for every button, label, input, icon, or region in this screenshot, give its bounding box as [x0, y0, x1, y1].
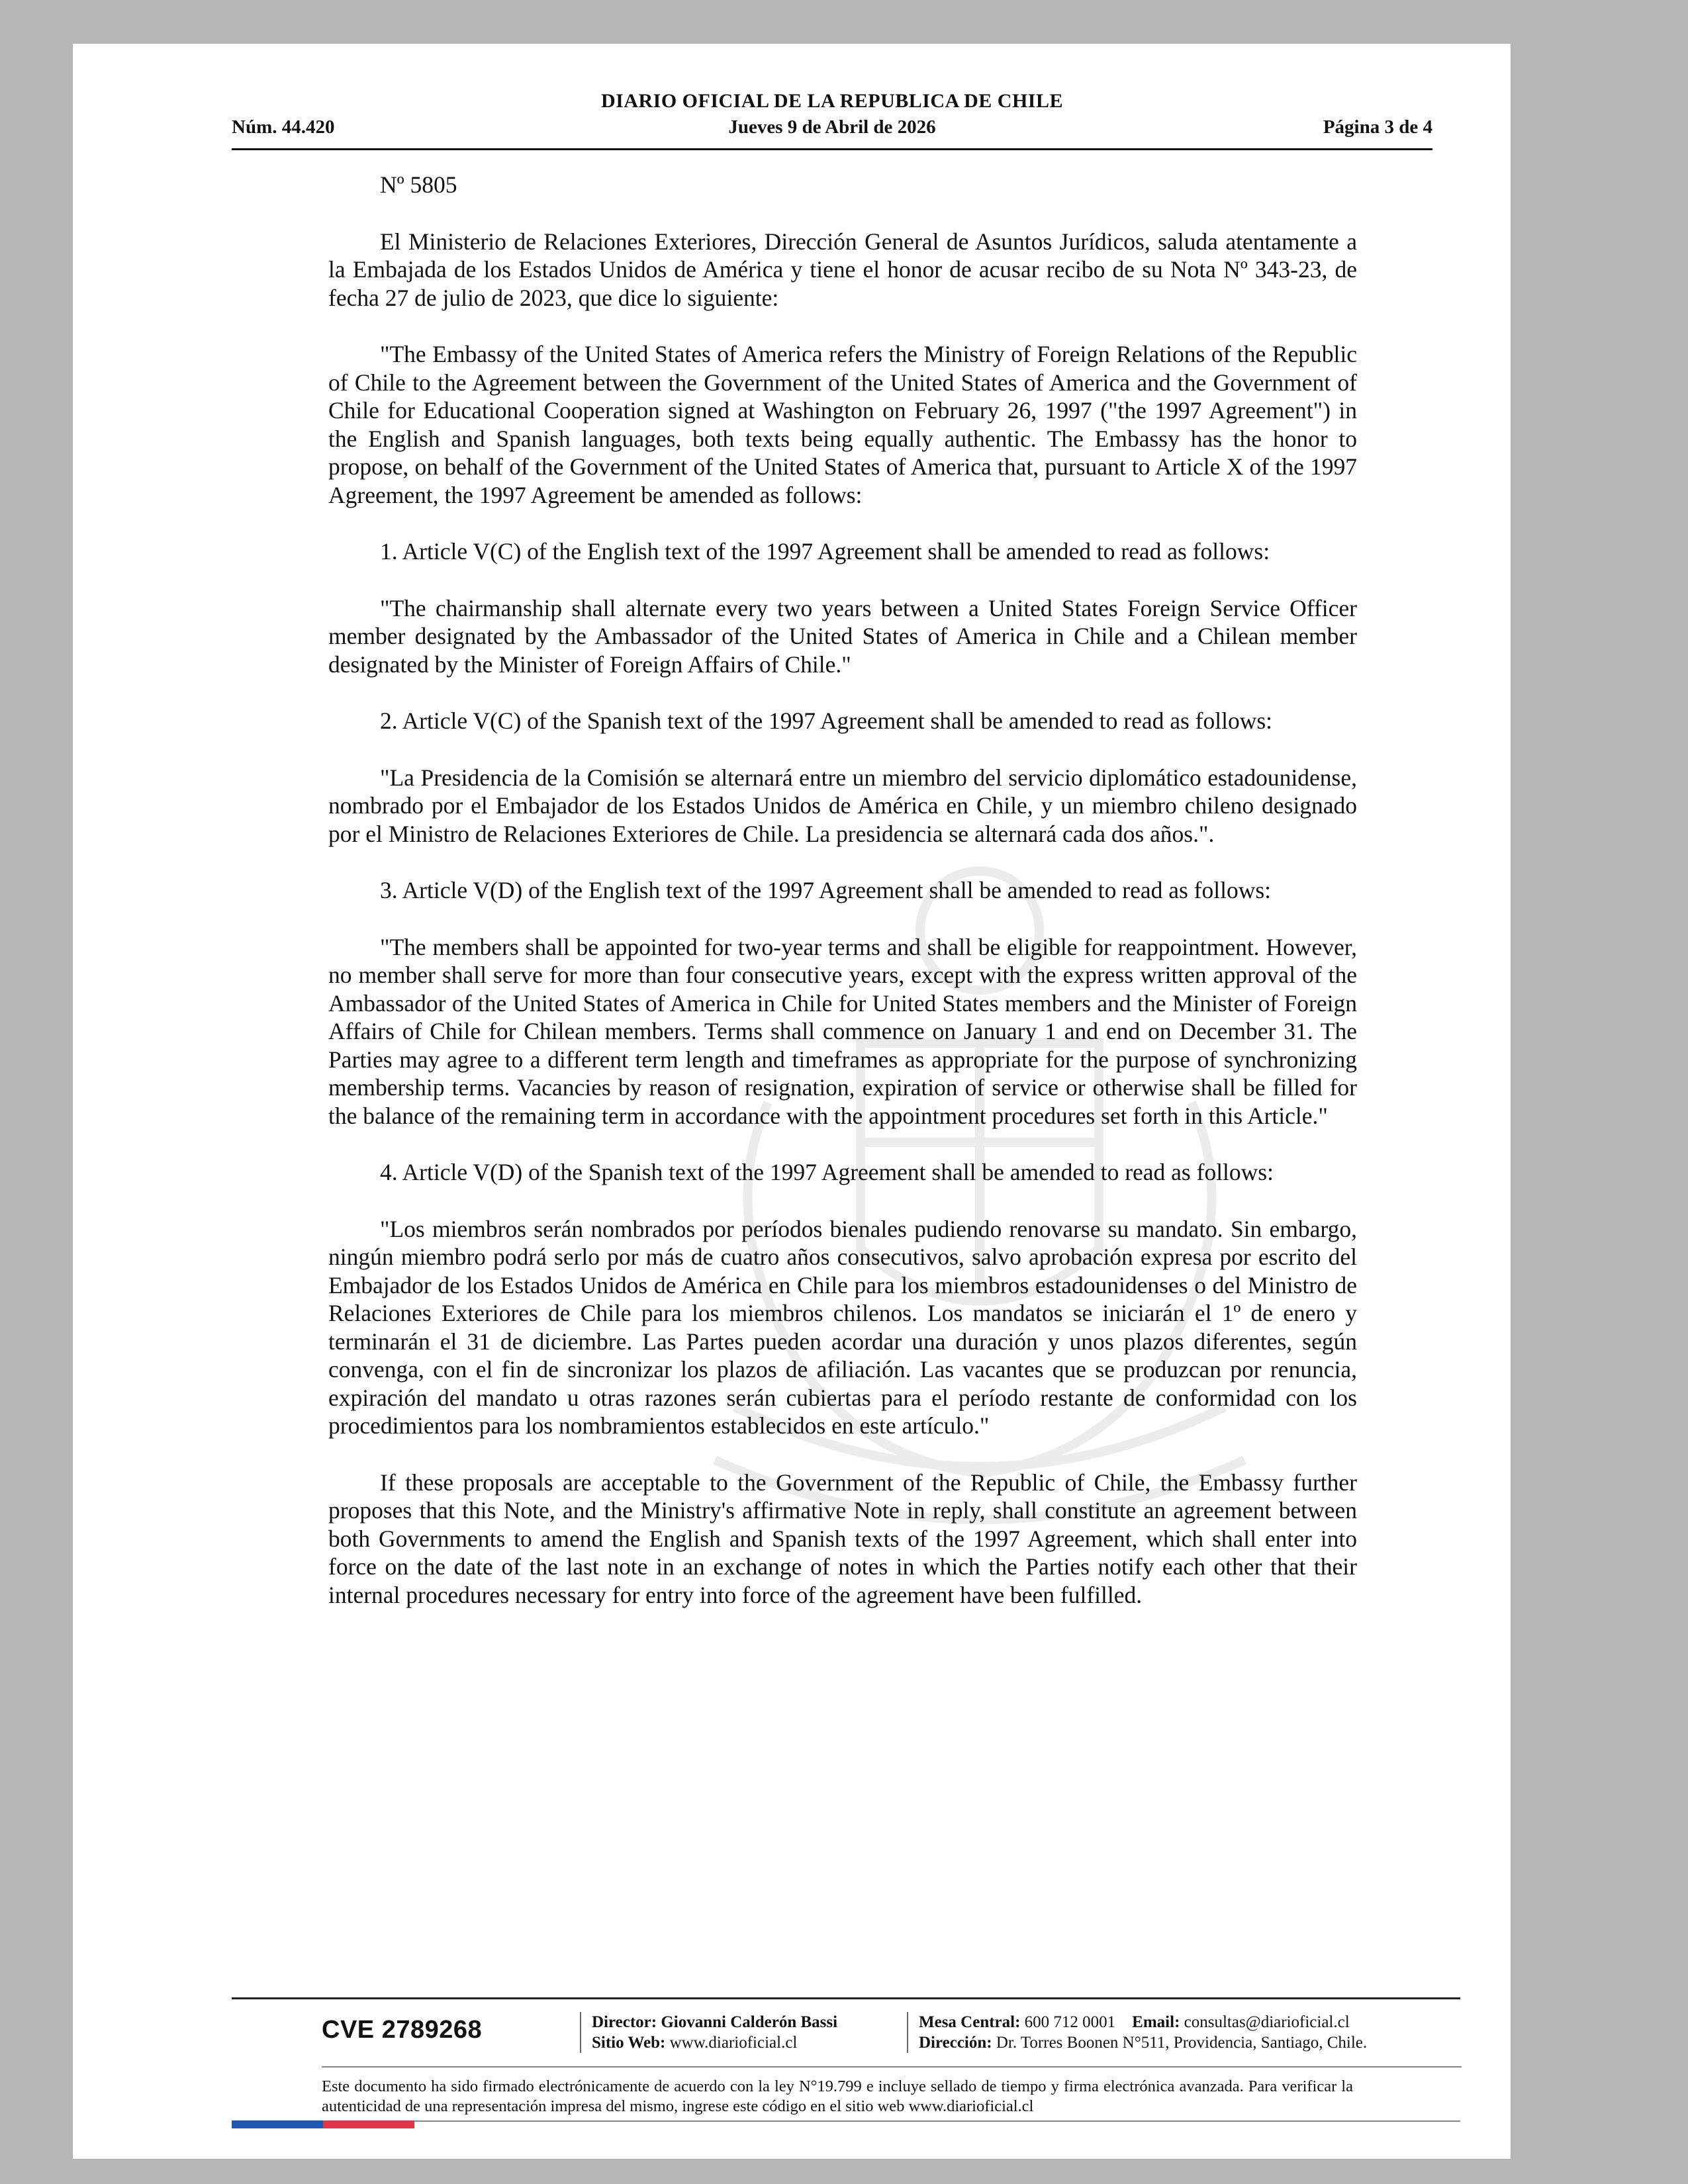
page-header — [232, 86, 1432, 184]
issue-date: Jueves 9 de Abril de 2026 — [728, 116, 936, 138]
website-link[interactable]: www.diarioficial.cl — [669, 2034, 798, 2052]
header-divider — [232, 148, 1432, 150]
footer-divider — [232, 1997, 1460, 1999]
footer-contact-block — [919, 2012, 1367, 2053]
document-page — [73, 44, 1511, 2159]
paragraph: "The chairmanship shall alternate every two years between a United States Foreign Service Officer member designated by the Ambassador of the United States of America in Chile and a Chilean member designated by the Minister of Foreign Affairs of Chile." — [328, 594, 1357, 678]
document-body — [328, 171, 1357, 1609]
paragraph: 3. Article V(D) of the English text of the 1997 Agreement shall be amended to read as follows: — [380, 877, 1272, 903]
cve-code: CVE 2789268 — [322, 2016, 483, 2044]
address-label: Dirección: — [919, 2034, 992, 2052]
paragraph: "Los miembros serán nombrados por períodos bienales pudiendo renovarse su mandato. Sin embargo, ningún miembro podrá serlo por más de cuatro años consecutivos, salvo aprobación expresa por escrito del Embajador de los Estados Unidos de América en Chile para los miembros estadounidenses o del Ministro de Relaciones Exteriores de Chile para los miembros chilenos. Los mandatos se iniciarán el 1º de enero y terminarán el 31 de diciembre. Las Partes pueden acordar una duración y unos plazos diferentes, según convenga, con el fin de sincronizar los plazos de afiliación. Las vacantes que se produzcan por renuncia, expiración del mandato u otras razones serán cubiertas para el período restante de conformidad con los procedimientos para los nombramientos establecidos en este artículo." — [328, 1215, 1357, 1439]
email-label: Email: — [1132, 2013, 1180, 2031]
paragraph: "The Embassy of the United States of America refers the Ministry of Foreign Relations of the Republic of Chile to the Agreement between the Government of the United States of America and the Government of Chile for Educational Cooperation signed at Washington on February 26, 1997 ("the 1997 Agreement") in the English and Spanish languages, both texts being equally authentic. The Embassy has the honor to propose, on behalf of the Government of the United States of America that, pursuant to Article X of the 1997 Agreement, the 1997 Agreement be amended as follows: — [328, 341, 1357, 508]
paragraph: 1. Article V(C) of the English text of the 1997 Agreement shall be amended to read as follows: — [380, 538, 1270, 565]
flag-bar — [232, 2120, 1460, 2128]
footer-director-block — [592, 2012, 837, 2053]
director-label: Director: — [592, 2013, 657, 2031]
footer-separator — [907, 2012, 908, 2053]
mesa-label: Mesa Central: — [919, 2013, 1021, 2031]
paragraph: 2. Article V(C) of the Spanish text of the 1997 Agreement shall be amended to read as follows: — [380, 707, 1273, 734]
footer-bottom-rule — [414, 2120, 1460, 2122]
paragraph: 4. Article V(D) of the Spanish text of the 1997 Agreement shall be amended to read as follows: — [380, 1159, 1274, 1185]
footer-separator — [580, 2012, 581, 2053]
website-label: Sitio Web: — [592, 2034, 666, 2052]
page-indicator: Página 3 de 4 — [1323, 116, 1432, 138]
paragraph: If these proposals are acceptable to the Government of the Republic of Chile, the Embassy further proposes that this Note, and the Ministry's affirmative Note in reply, shall constitute an agreement between both Governments to amend the English and Spanish texts of the 1997 Agreement, which shall enter into force on the date of the last note in an exchange of notes in which the Parties notify each other that their internal procedures necessary for entry into force of the agreement have been fulfilled. — [328, 1469, 1357, 1608]
footer-divider — [322, 2066, 1462, 2068]
flag-red-segment — [323, 2120, 414, 2128]
note-number: Nº 5805 — [380, 171, 457, 198]
flag-blue-segment — [232, 2120, 323, 2128]
page-footer — [232, 1997, 1460, 2130]
paragraph: "The members shall be appointed for two-year terms and shall be eligible for reappointment. However, no member shall serve for more than four consecutive years, except with the express written approval of the Ambassador of the United States of America in Chile for United States members and the Minister of Foreign Affairs of Chile for Chilean members. Terms shall commence on January 1 and end on December 31. The Parties may agree to a different term length and timeframes as appropriate for the purpose of synchronizing membership terms. Vacancies by reason of resignation, expiration of service or otherwise shall be filled for the balance of the remaining term in accordance with the appointment procedures set forth in this Article." — [328, 933, 1357, 1129]
legal-notice: Este documento ha sido firmado electrónicamente de acuerdo con la ley N°19.799 e incluye sellado de tiempo y firma electrónica avanzada. Para verificar la autenticidad de una representación impresa del mismo, ingrese este código en el sitio web www.diarioficial.cl — [322, 2077, 1353, 2115]
address-value: Dr. Torres Boonen N°511, Providencia, Santiago, Chile. — [996, 2034, 1368, 2052]
paragraph: El Ministerio de Relaciones Exteriores, Dirección General de Asuntos Jurídicos, saluda atentamente a la Embajada de los Estados Unidos de América y tiene el honor de acusar recibo de su Nota Nº 343-23, de fecha 27 de julio de 2023, que dice lo siguiente: — [328, 228, 1357, 311]
issue-number: Núm. 44.420 — [232, 116, 335, 138]
mesa-phone: 600 712 0001 — [1024, 2013, 1116, 2031]
publication-title: DIARIO OFICIAL DE LA REPUBLICA DE CHILE — [601, 90, 1063, 112]
email-link[interactable]: consultas@diarioficial.cl — [1184, 2013, 1350, 2031]
paragraph: "La Presidencia de la Comisión se alternará entre un miembro del servicio diplomático estadounidense, nombrado por el Embajador de los Estados Unidos de América en Chile, y un miembro chileno designado por el Ministro de Relaciones Exteriores de Chile. La presidencia se alternará cada dos años.". — [328, 764, 1357, 847]
director-name: Giovanni Calderón Bassi — [661, 2013, 838, 2031]
